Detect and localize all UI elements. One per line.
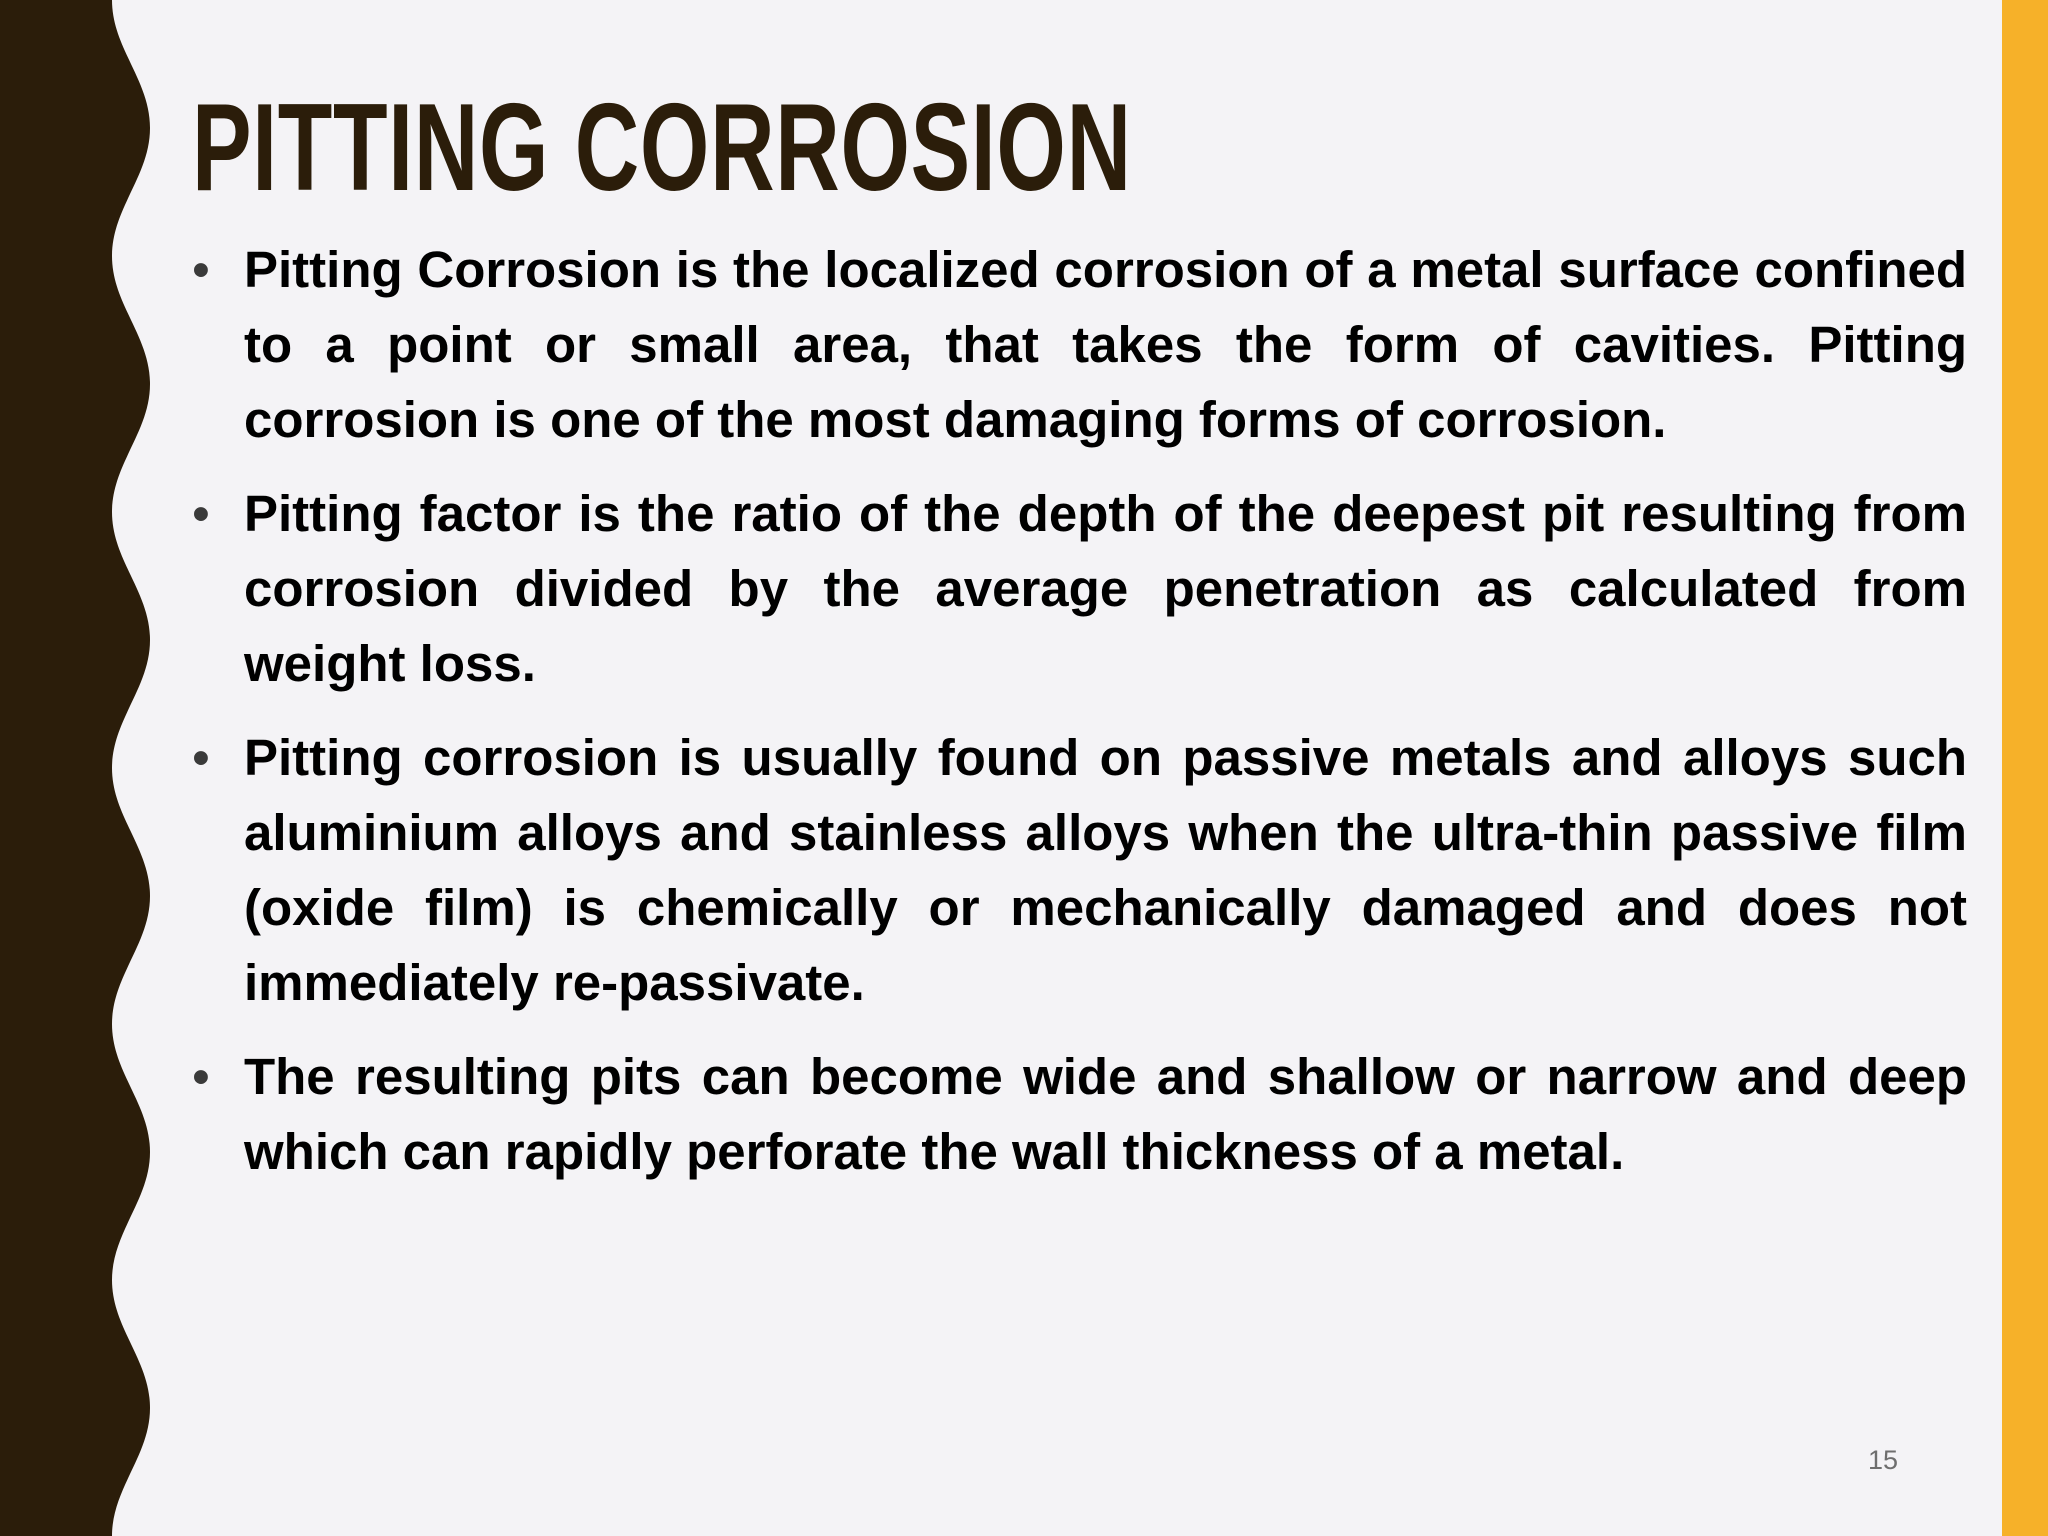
bullet-item (192, 1039, 1967, 1189)
right-accent-bar (2002, 0, 2048, 1536)
page-number: 15 (1868, 1445, 1899, 1475)
bullet-text: The resulting pits can become wide and shallow or narrow and deep which can rapidly perforate the wall thickness of a metal. (244, 1048, 1967, 1180)
bullet-item (192, 232, 1967, 457)
bullet-list (192, 232, 1967, 1208)
bullet-text: Pitting corrosion is usually found on passive metals and alloys such aluminium alloys and stainless alloys when the ultra-thin passive film (oxide film) is chemically or mechanically damaged and does not immediately re-passivate. (244, 729, 1967, 1011)
bullet-marker: • (192, 729, 210, 786)
bullet-text: Pitting Corrosion is the localized corrosion of a metal surface confined to a point or small area, that takes the form of cavities. Pitting corrosion is one of the most damaging forms of corrosion. (244, 241, 1967, 448)
wave-shape (0, 0, 150, 1536)
wavy-left-border (0, 0, 160, 1536)
bullet-item (192, 476, 1967, 701)
bullet-marker: • (192, 241, 210, 298)
bullet-marker: • (192, 1048, 210, 1105)
slide-title: PITTING CORROSION (192, 79, 1132, 217)
bullet-marker: • (192, 485, 210, 542)
bullet-item (192, 720, 1967, 1020)
bullet-text: Pitting factor is the ratio of the depth of the deepest pit resulting from corrosion divided by the average penetration as calculated from weight loss. (244, 485, 1967, 692)
